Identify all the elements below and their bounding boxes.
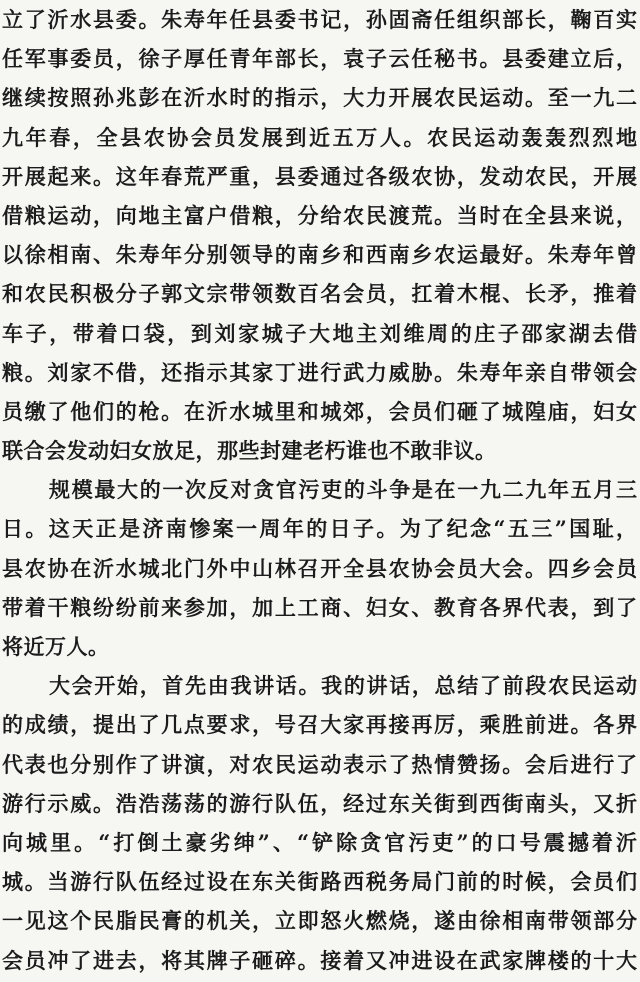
text-line: 继续按照孙兆彭在沂水时的指示，大力开展农民运动。至一九二 bbox=[2, 85, 637, 111]
paragraph-end-line: 联合会发动妇女放足，那些封建老朽谁也不敢非议。 bbox=[2, 438, 497, 464]
text-line: 日。这天正是济南惨案一周年的日子。为了纪念“五三”国耻， bbox=[2, 516, 637, 542]
text-line: 向城里。“打倒土豪劣绅”、“铲除贪官污吏”的口号震撼着沂 bbox=[2, 829, 637, 855]
text-line: 借粮运动，向地主富户借粮，分给农民渡荒。当时在全县来说， bbox=[2, 202, 637, 228]
text-line: 员缴了他们的枪。在沂水城里和城郊，会员们砸了城隍庙，妇女 bbox=[2, 398, 637, 424]
paragraph-end-line: 将近万人。 bbox=[2, 634, 110, 659]
text-line: 游行示威。浩浩荡荡的游行队伍，经过东关街到西街南头，又折 bbox=[2, 790, 637, 816]
text-line: 开展起来。这年春荒严重，县委通过各级农协，发动农民，开展 bbox=[2, 163, 637, 189]
text-line: 九年春，全县农协会员发展到近五万人。农民运动轰轰烈烈地 bbox=[2, 124, 637, 150]
text-line: 车子，带着口袋，到刘家城子大地主刘维周的庄子邵家湖去借 bbox=[2, 320, 637, 346]
text-line: 立了沂水县委。朱寿年任县委书记，孙固斋任组织部长，鞠百实 bbox=[2, 7, 637, 32]
text-line: 的成绩，提出了几点要求，号召大家再接再厉，乘胜前进。各界 bbox=[2, 712, 637, 738]
paragraph-start-line: 规模最大的一次反对贪官污吏的斗争是在一九二九年五月三 bbox=[49, 477, 637, 503]
text-line: 带着干粮纷纷前来参加，加上工商、妇女、教育各界代表，到了 bbox=[2, 594, 637, 620]
text-line: 县农协在沂水城北门外中山林召开全县农协会员大会。四乡会员 bbox=[2, 555, 637, 581]
text-line: 粮。刘家不借，还指示其家丁进行武力威胁。朱寿年亲自带领会 bbox=[2, 359, 637, 385]
text-line: 和农民积极分子郭文宗带领数百名会员，扛着木棍、长矛，推着 bbox=[2, 281, 637, 307]
text-line: 以徐相南、朱寿年分别领导的南乡和西南乡农运最好。朱寿年曾 bbox=[2, 242, 637, 268]
text-line: 会员冲了进去，将其牌子砸碎。接着又冲进设在武家牌楼的十大 bbox=[2, 947, 637, 973]
text-line: 任军事委员，徐子厚任青年部长，袁子云任秘书。县委建立后， bbox=[2, 46, 637, 72]
text-line: 城。当游行队伍经过设在东关街路西税务局门前的时候，会员们 bbox=[2, 869, 637, 895]
text-line: 一见这个民脂民膏的机关，立即怒火燃烧，遂由徐相南带领部分 bbox=[2, 908, 637, 934]
paragraph-start-line: 大会开始，首先由我讲话。我的讲话，总结了前段农民运动 bbox=[49, 673, 637, 699]
text-line: 代表也分别作了讲演，对农民运动表示了热情赞扬。会后进行了 bbox=[2, 751, 637, 777]
